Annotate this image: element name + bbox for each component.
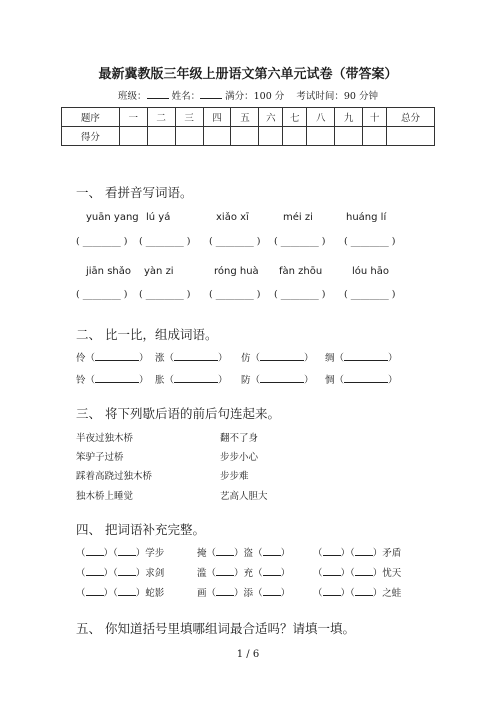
- idiom-fill: 滥（ ）充（ ）: [197, 568, 291, 579]
- score-label: 满分：100 分: [225, 91, 285, 102]
- time-label: 考试时间：90 分钟: [296, 91, 378, 102]
- page-number: 1 / 6: [236, 649, 260, 660]
- answer-blank[interactable]: ( ________ ): [274, 236, 326, 247]
- answer-blank[interactable]: [260, 360, 304, 361]
- answer-blank[interactable]: [216, 555, 234, 556]
- answer-blank[interactable]: [263, 595, 281, 596]
- idiom-fill: 掩（ ）盗（ ）: [197, 548, 291, 559]
- answer-blank[interactable]: ( ________ ): [344, 236, 396, 247]
- section-3-heading: 三、 将下列歇后语的前后句连起来。: [76, 406, 280, 421]
- idiom-fill: （ ）（ ）求剑: [76, 568, 165, 579]
- answer-blank[interactable]: [95, 360, 139, 361]
- score-header-cell: 八: [307, 108, 335, 127]
- answer-blank[interactable]: [355, 595, 373, 596]
- idiom-right[interactable]: 步步小心: [220, 452, 259, 463]
- score-header-cell: 九: [335, 108, 363, 127]
- idiom-fill: （ ）（ ）蛇影: [76, 588, 165, 599]
- idiom-fill: （ ）（ ）之蛙: [313, 588, 402, 599]
- answer-blank[interactable]: [174, 360, 218, 361]
- compare-item: 伶（ ）: [76, 353, 149, 364]
- score-cell[interactable]: [335, 127, 363, 146]
- pinyin: lóu hāo: [352, 266, 389, 277]
- answer-blank[interactable]: [86, 595, 104, 596]
- section-4-heading: 四、 把词语补充完整。: [76, 522, 205, 537]
- idiom-right[interactable]: 艺高人胆大: [220, 491, 268, 502]
- answer-blank[interactable]: ( ________ ): [344, 289, 396, 300]
- section-1-heading: 一、 看拼音写词语。: [76, 185, 193, 200]
- answer-blank[interactable]: ( ________ ): [76, 236, 128, 247]
- idiom-right[interactable]: 翻不了身: [220, 433, 259, 444]
- answer-blank[interactable]: [260, 382, 304, 383]
- answer-blank[interactable]: [118, 575, 136, 576]
- answer-blank[interactable]: [263, 575, 281, 576]
- compare-item: 铃（ ）: [76, 375, 149, 386]
- answer-blank[interactable]: [344, 360, 388, 361]
- score-cell[interactable]: [147, 127, 175, 146]
- score-value-row: [62, 127, 435, 146]
- compare-item: 仿（ ）: [241, 353, 314, 364]
- answer-blank[interactable]: [86, 555, 104, 556]
- answer-blank[interactable]: [355, 555, 373, 556]
- answer-blank[interactable]: ( ________ ): [274, 289, 326, 300]
- score-header-cell: 三: [175, 108, 203, 127]
- compare-item: 防（ ）: [241, 375, 314, 386]
- answer-blank[interactable]: [118, 595, 136, 596]
- idiom-left[interactable]: 半夜过独木桥: [76, 433, 134, 444]
- answer-blank[interactable]: [118, 555, 136, 556]
- score-header-cell: 总分: [387, 108, 435, 127]
- score-header-cell: 二: [147, 108, 175, 127]
- pinyin: yàn zi: [144, 266, 174, 277]
- answer-blank[interactable]: ( ________ ): [139, 236, 191, 247]
- score-header-cell: 十: [363, 108, 387, 127]
- class-label: 班级：: [118, 91, 147, 102]
- answer-blank[interactable]: ( ________ ): [76, 289, 128, 300]
- score-header-cell: 五: [231, 108, 259, 127]
- answer-blank[interactable]: [86, 575, 104, 576]
- answer-blank[interactable]: ( ________ ): [209, 236, 261, 247]
- score-header-cell: 六: [259, 108, 283, 127]
- compare-item: 惆（ ）: [325, 375, 398, 386]
- score-table: [61, 107, 435, 146]
- score-header-cell: 七: [283, 108, 307, 127]
- score-cell[interactable]: [363, 127, 387, 146]
- compare-item: 涨（ ）: [155, 353, 228, 364]
- pinyin: xiǎo xī: [216, 212, 249, 223]
- pinyin: yuān yang: [86, 212, 139, 223]
- pinyin: róng huà: [214, 266, 259, 277]
- answer-blank[interactable]: ( ________ ): [139, 289, 191, 300]
- pinyin: lú yá: [146, 212, 171, 223]
- name-blank: [200, 89, 222, 99]
- name-label: 姓名：: [171, 91, 201, 102]
- answer-blank[interactable]: [323, 595, 341, 596]
- answer-blank[interactable]: [323, 555, 341, 556]
- score-header-cell: 一: [119, 108, 147, 127]
- answer-blank[interactable]: [263, 555, 281, 556]
- idiom-fill: （ ）（ ）矛盾: [313, 548, 402, 559]
- score-header-row: [62, 108, 435, 127]
- section-2-heading: 二、 比一比，组成词语。: [76, 327, 218, 342]
- idiom-fill: 画（ ）添（ ）: [197, 588, 291, 599]
- answer-blank[interactable]: [216, 575, 234, 576]
- idiom-left[interactable]: 独木桥上睡觉: [76, 491, 134, 502]
- section-5-heading: 五、 你知道括号里填哪组词最合适吗？请填一填。: [76, 621, 355, 636]
- answer-blank[interactable]: ( ________ ): [209, 289, 261, 300]
- pinyin: fàn zhōu: [279, 266, 323, 277]
- score-cell[interactable]: [283, 127, 307, 146]
- score-cell[interactable]: [259, 127, 283, 146]
- answer-blank[interactable]: [95, 382, 139, 383]
- class-blank: [147, 89, 169, 99]
- score-header-cell: 四: [203, 108, 231, 127]
- idiom-fill: （ ）（ ）学步: [76, 548, 165, 559]
- score-cell[interactable]: [175, 127, 203, 146]
- idiom-left[interactable]: 笨驴子过桥: [76, 452, 124, 463]
- score-cell[interactable]: [387, 127, 435, 146]
- score-row-label: 得分: [62, 127, 120, 146]
- pinyin: huáng lí: [346, 212, 387, 223]
- score-cell[interactable]: [119, 127, 147, 146]
- page-title: 最新冀教版三年级上册语文第六单元试卷（带答案）: [98, 67, 398, 82]
- answer-blank[interactable]: [323, 575, 341, 576]
- answer-blank[interactable]: [174, 382, 218, 383]
- score-header-cell: 题序: [62, 108, 120, 127]
- idiom-left[interactable]: 踩着高跷过独木桥: [76, 471, 153, 482]
- compare-item: 胀（ ）: [155, 375, 228, 386]
- score-cell[interactable]: [307, 127, 335, 146]
- answer-blank[interactable]: [355, 575, 373, 576]
- idiom-right[interactable]: 步步难: [220, 471, 249, 482]
- answer-blank[interactable]: [216, 595, 234, 596]
- score-cell[interactable]: [203, 127, 231, 146]
- score-cell[interactable]: [231, 127, 259, 146]
- exam-info: [0, 88, 496, 102]
- pinyin: méi zi: [283, 212, 313, 223]
- idiom-fill: （ ）（ ）忧天: [313, 568, 402, 579]
- answer-blank[interactable]: [344, 382, 388, 383]
- pinyin: jiān shǎo: [86, 266, 131, 277]
- compare-item: 绸（ ）: [325, 353, 398, 364]
